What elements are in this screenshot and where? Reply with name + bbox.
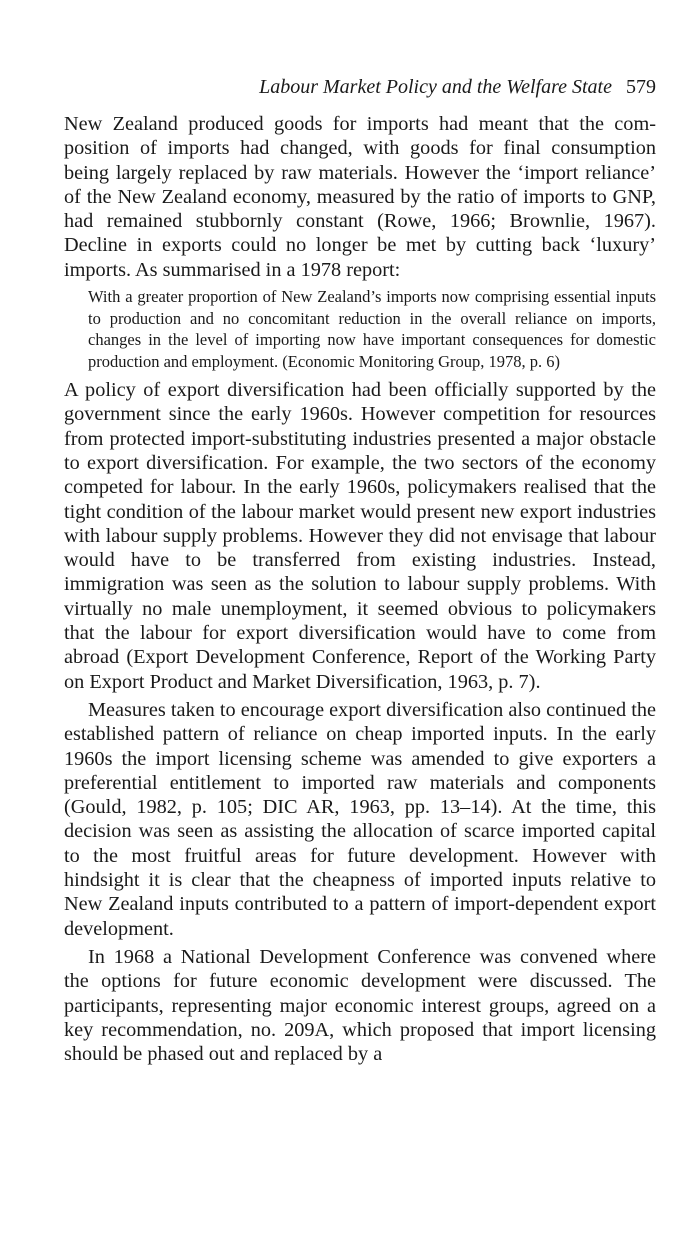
running-head-title: Labour Market Policy and the Welfare State <box>259 76 612 98</box>
page-number: 579 <box>626 76 656 98</box>
running-head <box>64 74 656 100</box>
block-quote-economic-monitoring-group: With a greater proportion of New Zealand’s imports now comprising essential inputs to production and no concomitant reduction in the overall reliance on imports, changes in the level of importing now have important consequences for domestic production and employment. (Economic Monitoring Group, 1978, p. 6) <box>88 287 656 371</box>
book-page <box>64 74 656 1066</box>
paragraph-export-diversification: A policy of export diversification had been officially supported by the government since the early 1960s. However competition for resources from protected import-substituting industries presented a major obstacle to export diversification. For example, the two sectors of the economy competed for labour. In the early 1960s, policymakers realised that the tight condition of the labour market would present new export industries with labour supply problems. However they did not envisage that labour would have to be transferred from existing industries. Instead, immigration was seen as the solution to labour supply problems. With virtually no male unemployment, it seemed obvious to policymakers that the labour for export diversification would have to come from abroad (Export Development Conference, Report of the Working Party on Export Product and Market Diversification, 1963, p. 7). <box>64 379 656 693</box>
paragraph-measures-imported-inputs: Measures taken to encourage export diversification also continued the established pattern of reliance on cheap imported inputs. In the early 1960s the import licensing scheme was amended to give exporters a preferential entitlement to imported raw materials and components (Gould, 1982, p. 105; DIC AR, 1963, pp. 13–14). At the time, this decision was seen as assisting the allocation of scarce imported capital to the most fruitful areas for future development. However with hindsight it is clear that the cheapness of imported inputs relative to New Zealand inputs contributed to a pattern of import-dependent export development. <box>64 698 656 940</box>
paragraph-national-development-conference: In 1968 a National Development Conference was convened where the options for future economic development were discussed. The participants, representing major economic interest groups, agreed on a key recommendation, no. 209A, which proposed that import licensing should be phased out and replaced by a <box>64 945 656 1066</box>
paragraph-import-composition: New Zealand produced goods for imports had meant that the composition of imports had changed, with goods for final consumption being largely replaced by raw materials. However the ‘import reliance’ of the New Zealand economy, measured by the ratio of imports to GNP, had remained stubbornly constant (Rowe, 1966; Brownlie, 1967). Decline in exports could no longer be met by cutting back ‘luxury’ imports. As summarised in a 1978 report: <box>64 113 656 281</box>
